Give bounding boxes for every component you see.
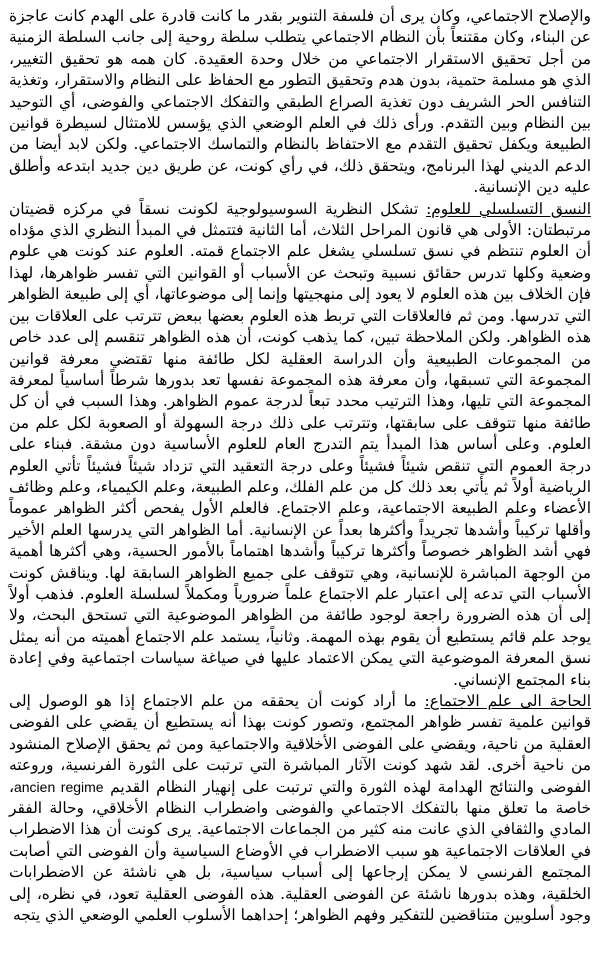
section-need-for-sociology bbox=[9, 691, 591, 926]
latin-term: ancien regime bbox=[13, 778, 104, 795]
paragraph-intro bbox=[9, 6, 591, 199]
section-heading: الحاجة الى علم الاجتماع: bbox=[424, 692, 592, 710]
paragraph-intro-text: والإصلاح الاجتماعي، وكان يرى أن فلسفة التنوير بقدر ما كانت قادرة على الهدم كانت عاجزة عن البناء، وكان مقتنعاً بأن النظام الاجتماعي يتطلب سلطة روحية إلى جانب السلطة الزمنية من أجل تحقيق الاستقرار الاجتماعي من خلال وحدة العقيدة. كان همه هو تحقيق التغيير، الذي هو مسلمة حتمية، بدون هدم وتحقيق التطور مع الحفاظ على النظام والاستقرار، وتغذية التنافس الحر الشريف دون تغذية الصراع الطبقي والتفكك الاجتماعي والفوضى، أي التوحيد بين النظام وبين التقدم. ورأى ذلك في العلم الوضعي الذي يؤسس للامتثال لسيطرة قوانين الطبيعة ويكفل تحقيق التقدم مع الاحتفاظ بالنظام والتماسك الاجتماعي. ولكن لابد أيضا من الدعم الديني لهذا البرنامج، ويتحقق ذلك، في رأي كونت، عن طريق دين جديد ابتدعه وأطلق عليه دين الإنسانية. bbox=[9, 7, 591, 197]
section-body-text: تشكل النظرية السوسيولوجية لكونت نسقاً في مركزه قضيتان مرتبطتان: الأولى هي قانون المراحل الثلاث، أما الثانية فتتمثل في المبدأ النظري الذي مؤداه أن العلوم تنتظم في نسق تسلسلي يشغل علم الاجتماع قمته. العلوم عند كونت هي علوم وضعية وكلها تدرس حقائق نسبية وتبحث عن الأسباب أو القوانين التي تفسر ظواهرها، لهذا فإن الخلاف بين هذه العلوم لا يعود إلى منهجيتها وإنما إلى موضوعاتها، أي إلى طبيعة الظواهر التي تدرسها. ومن ثم فالعلاقات التي تربط هذه العلوم بعضها ببعض تترتب على العلاقات بين هذه الظواهر. ولكن الملاحظة تبين، كما يذهب كونت، أن هذه الظواهر تنقسم إلى عدد خاص من المجموعات الطبيعية وأن الدراسة العقلية لكل طائفة منها تقتضي معرفة قوانين المجموعة التي تسبقها، وأن معرفة هذه المجموعة نفسها تعد بدورها شرطاً أساسياً لمعرفة المجموعة التي تليها، وهذا الترتيب محدد تبعاً لدرجة عموم الظواهر. وهذا السبب في أن كل طائفة منها تتوقف على سابقتها، وتترتب على ذلك درجة السهولة أو الصعوبة لكل علم من العلوم. وعلى أساس هذا المبدأ يتم التدرج العام للعلوم الأساسية دون مشقة. فبناء على درجة العموم التي تنقص شيئاً فشيئاً وعلى درجة التعقيد التي تزداد شيئاً فشيئاً تأتي العلوم الرياضية أولاً ثم يأتي بعد ذلك كل من علم الفلك، وعلم الطبيعة، وعلم الكيمياء، وعلم وظائف الأعضاء وعلم الطبيعة الاجتماعية، وعلم الاجتماع. فالعلم الأول يفحص أكثر الظواهر عموماً وأقلها تركيباً وأشدها تجريداً وأكثرها بعداً عن الإنسانية. أما الظواهر التي يدرسها العلم الأخير فهي أشد الظواهر خصوصاً وأكثرها تركيباً وأشدها اهتماماً بالأمور الحسية، وهي أكثرها أهمية من الوجهة المباشرة للإنسانية، وهي تتوقف على جميع الظواهر السابقة لها. ويناقش كونت الأسباب التي تدعه إلى اعتبار علم الاجتماع علماً ضرورياً ومكملاً لسلسلة العلوم. فذهب أولاً إلى أن هذه الضرورة راجعة لوجود طائفة من الظواهر الموضوعية التي تستحق البحث، ولا يوجد علم قائم يستطيع أن يقوم بهذه المهمة. وثانياً، يستمد علم الاجتماع أهميته من أنه يمثل نسق المعرفة الموضوعية التي يمكن الاعتماد عليها في صياغة سياسات اجتماعية وفي إعادة بناء المجتمع الإنساني. bbox=[9, 199, 591, 689]
section-body-text-continued: ، خاصة ما تعلق منها بالتفكك الاجتماعي والفوضى واضطراب النظام الأخلاقي، وحالة الفقر المادي والثقافي الذي عانت منه كثير من الجماعات الاجتماعية. يرى كونت أن هذا الاضطراب في العلاقات الاجتماعية هو سبب الاضطراب في الأوضاع السياسية وأن الفوضى التي أصابت المجتمع الفرنسي لا يمكن إرجاعها إلى أسباب سياسية، بل هي ناشئة عن الاضطرابات الخلقية، وهذه بدورها ناشئة عن الفوضى العقلية. هذه الفوضى العقلية تعود، في نظره، إلى وجود أسلوبين متناقضين للتفكير وفهم الظواهر؛ إحداهما الأسلوب العلمي الوضعي الذي يتجه bbox=[9, 777, 591, 925]
section-body-text: ما أراد كونت أن يحققه من علم الاجتماع إذا هو الوصول إلى قوانين علمية تفسر ظواهر المجتمع، وتصور كونت بهذا أنه يستطيع أن يقضي على الفوضى العقلية من ناحية، ويقضي على الفوضى الأخلاقية والاجتماعية ومن ثم يحقق الإصلاح المنشود من ناحية أخرى. لقد شهد كونت الآثار المباشرة التي ترتبت على الثورة الفرنسية، وروعته الفوضى والنتائج الهدامة لهذه الثورة والتي ترتبت على إنهيار النظام القديم bbox=[9, 692, 592, 796]
section-heading: النسق التسلسلي للعلوم: bbox=[426, 199, 591, 218]
section-hierarchy-of-sciences bbox=[9, 199, 591, 691]
